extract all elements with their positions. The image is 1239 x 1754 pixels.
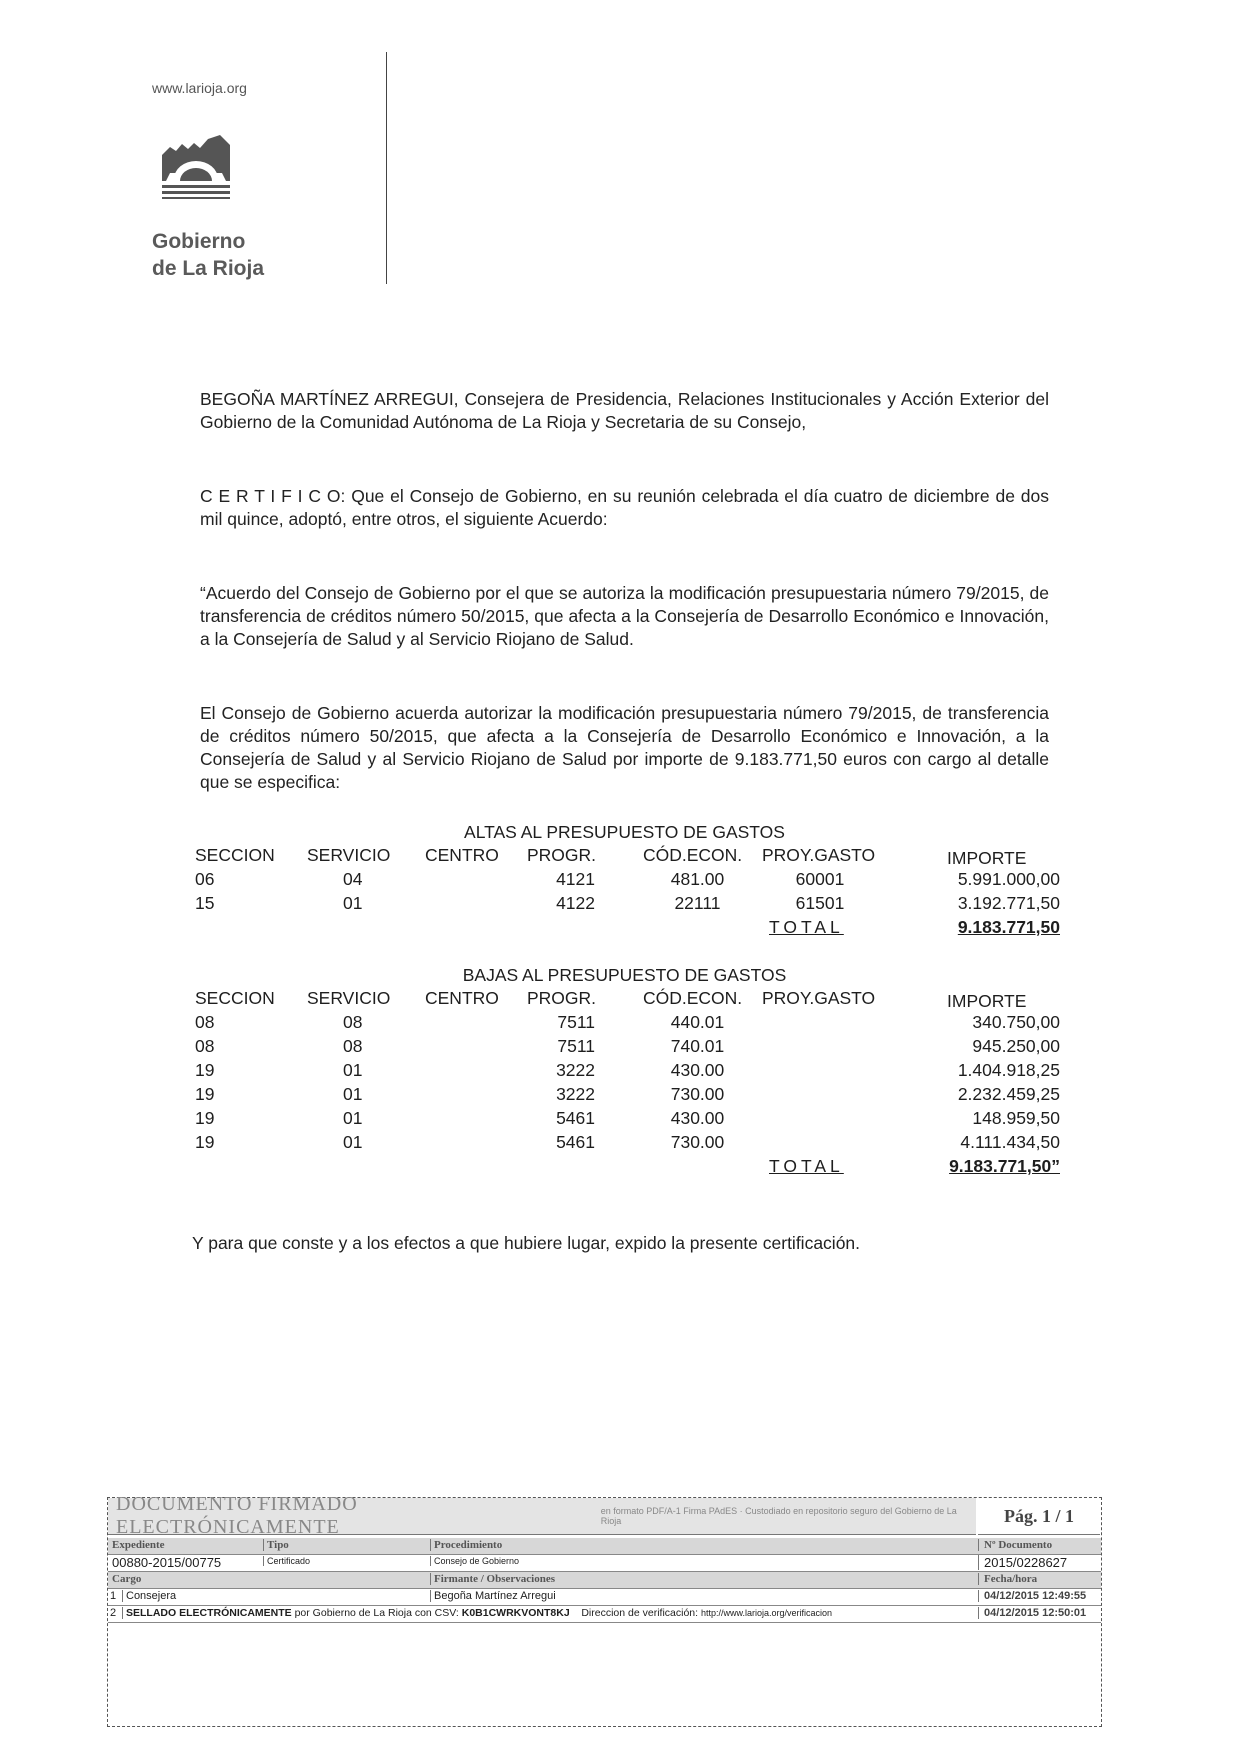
cell-seccion: 08 — [195, 1036, 215, 1056]
org-name-line2: de La Rioja — [152, 257, 265, 280]
total-row — [195, 917, 1075, 941]
cell-cod-econ: 430.00 — [670, 1060, 725, 1080]
total-value: 9.183.771,50” — [949, 1156, 1060, 1176]
cell-cod-econ: 440.01 — [670, 1012, 725, 1032]
intro-paragraph: BEGOÑA MARTÍNEZ ARREGUI, Consejera de Presidencia, Relaciones Institucionales y Acción Exterior del Gobierno de la Comunidad Autónoma de La Rioja y Secretaria de su Consejo, — [200, 389, 1049, 432]
label-firmante: Firmante / Observaciones — [430, 1573, 555, 1585]
label-cargo: Cargo — [112, 1573, 142, 1585]
cell-servicio: 04 — [343, 869, 363, 889]
col-progr: PROGR. — [527, 845, 597, 865]
cell-cod-econ: 730.00 — [670, 1084, 725, 1104]
seal-desc: por Gobierno de La Rioja con CSV: — [294, 1607, 459, 1619]
cell-seccion: 19 — [195, 1108, 215, 1128]
signer-row — [108, 1589, 1101, 1606]
altas-table — [195, 845, 1075, 941]
cell-seccion: 06 — [195, 869, 215, 889]
value-tipo: Certificado — [263, 1556, 310, 1566]
col-importe: IMPORTE — [947, 848, 1027, 868]
signature-title: DOCUMENTO FIRMADO ELECTRÓNICAMENTE — [116, 1493, 358, 1538]
cell-seccion: 19 — [195, 1060, 215, 1080]
sig-values-row — [108, 1555, 1101, 1572]
altas-title: ALTAS AL PRESUPUESTO DE GASTOS — [464, 822, 785, 842]
table-row — [195, 1060, 1075, 1084]
col-cod-econ: CÓD.ECON. — [643, 845, 743, 865]
header-divider — [386, 52, 387, 284]
acuerdo-title-paragraph: “Acuerdo del Consejo de Gobierno por el que se autoriza la modificación presupuestaria número 79/2015, de transferencia de créditos número 50/2015, que afecta a la Consejería de Desarrollo Económico e Innovación, a la Consejería de Salud y al Servicio Riojano de Salud. — [200, 583, 1049, 649]
table-header-row — [195, 988, 1075, 1012]
signature-grid — [108, 1538, 1101, 1623]
website-url: www.larioja.org — [152, 80, 247, 96]
label-procedimiento: Procedimiento — [430, 1539, 502, 1551]
cell-progr: 7511 — [557, 1012, 595, 1032]
table-row — [195, 1084, 1075, 1108]
electronic-signature-box — [107, 1493, 1102, 1727]
cell-progr: 5461 — [556, 1108, 595, 1128]
label-tipo: Tipo — [263, 1539, 289, 1551]
seal-number: 2 — [110, 1607, 117, 1619]
cell-seccion: 19 — [195, 1132, 215, 1152]
cell-progr: 4121 — [556, 869, 595, 889]
cell-cod-econ: 430.00 — [670, 1108, 725, 1128]
cell-progr: 5461 — [556, 1132, 595, 1152]
table-row — [195, 1036, 1075, 1060]
seal-datetime: 04/12/2015 12:50:01 — [978, 1607, 1086, 1619]
signer-number: 1 — [110, 1590, 117, 1602]
cell-servicio: 01 — [343, 893, 363, 913]
cell-cod-econ: 730.00 — [670, 1132, 725, 1152]
col-seccion: SECCION — [195, 988, 275, 1008]
value-n-documento: 2015/0228627 — [978, 1555, 1067, 1570]
cell-servicio: 01 — [343, 1108, 363, 1128]
org-name — [152, 228, 264, 282]
label-fecha-hora: Fecha/hora — [978, 1573, 1037, 1585]
cell-servicio: 08 — [343, 1036, 363, 1056]
seal-text — [122, 1607, 832, 1619]
cell-proy-gasto: 60001 — [795, 869, 845, 889]
verif-label: Direccion de verificación: — [581, 1607, 699, 1619]
bajas-title: BAJAS AL PRESUPUESTO DE GASTOS — [462, 965, 787, 985]
cell-progr: 3222 — [556, 1084, 595, 1104]
cell-cod-econ: 740.01 — [670, 1036, 725, 1056]
verif-url[interactable]: http://www.larioja.org/verificacion — [700, 1608, 833, 1618]
cell-seccion: 19 — [195, 1084, 215, 1104]
col-cod-econ: CÓD.ECON. — [643, 988, 743, 1008]
table-header-row — [195, 845, 1075, 869]
cell-importe: 2.232.459,25 — [957, 1084, 1060, 1104]
sig-header-row — [108, 1572, 1101, 1589]
cell-seccion: 08 — [195, 1012, 215, 1032]
cell-servicio: 08 — [343, 1012, 363, 1032]
signer-name: Begoña Martínez Arregui — [430, 1590, 556, 1602]
cell-importe: 148.959,50 — [972, 1108, 1060, 1128]
cell-seccion: 15 — [195, 893, 215, 913]
total-label: TOTAL — [769, 1156, 844, 1176]
col-proy-gasto: PROY.GASTO — [762, 988, 876, 1008]
table-row — [195, 1132, 1075, 1156]
cell-cod-econ: 481.00 — [670, 869, 725, 889]
org-name-line1: Gobierno — [152, 230, 246, 253]
signer-cargo: Consejera — [122, 1590, 176, 1602]
seal-row — [108, 1606, 1101, 1623]
total-row — [195, 1156, 1075, 1180]
cell-servicio: 01 — [343, 1060, 363, 1080]
seal-bold: SELLADO ELECTRÓNICAMENTE — [126, 1607, 292, 1619]
label-expediente: Expediente — [112, 1539, 165, 1551]
sig-header-row — [108, 1538, 1101, 1555]
cell-servicio: 01 — [343, 1132, 363, 1152]
closing-paragraph: Y para que conste y a los efectos a que hubiere lugar, expido la presente certificación. — [192, 1233, 861, 1253]
label-n-documento: Nº Documento — [978, 1539, 1052, 1551]
col-seccion: SECCION — [195, 845, 275, 865]
signature-subtitle: en formato PDF/A-1 Firma PAdES · Custodiado en repositorio seguro del Gobierno de La Rioja — [600, 1506, 957, 1526]
table-row — [195, 893, 1075, 917]
signature-header — [108, 1493, 976, 1538]
cell-proy-gasto: 61501 — [795, 893, 845, 913]
col-servicio: SERVICIO — [307, 845, 391, 865]
cell-importe: 340.750,00 — [972, 1012, 1060, 1032]
bajas-table — [195, 988, 1075, 1180]
col-centro: CENTRO — [425, 845, 499, 865]
certifico-paragraph: C E R T I F I C O: Que el Consejo de Gobierno, en su reunión celebrada el día cuatro de diciembre de dos mil quince, adoptó, entre otros, el siguiente Acuerdo: — [200, 486, 1049, 529]
cell-importe: 3.192.771,50 — [957, 893, 1060, 913]
table-row — [195, 1108, 1075, 1132]
table-row — [195, 869, 1075, 893]
cell-cod-econ: 22111 — [674, 893, 721, 913]
col-servicio: SERVICIO — [307, 988, 391, 1008]
cell-importe: 5.991.000,00 — [957, 869, 1060, 889]
cell-progr: 3222 — [556, 1060, 595, 1080]
col-centro: CENTRO — [425, 988, 499, 1008]
page-indicator: Pág. 1 / 1 — [978, 1498, 1100, 1535]
government-emblem-icon — [160, 135, 232, 203]
signer-datetime: 04/12/2015 12:49:55 — [978, 1590, 1086, 1602]
value-expediente: 00880-2015/00775 — [112, 1555, 222, 1570]
seal-csv: K0B1CWRKVONT8KJ — [461, 1607, 570, 1619]
table-row — [195, 1012, 1075, 1036]
cell-progr: 7511 — [557, 1036, 595, 1056]
cell-importe: 4.111.434,50 — [960, 1132, 1060, 1152]
cell-servicio: 01 — [343, 1084, 363, 1104]
total-value: 9.183.771,50 — [957, 917, 1060, 937]
value-procedimiento: Consejo de Gobierno — [430, 1556, 519, 1566]
total-label: TOTAL — [769, 917, 844, 937]
acuerdo-body-paragraph: El Consejo de Gobierno acuerda autorizar la modificación presupuestaria número 79/2015, de transferencia de créditos número 50/2015, que afecta a la Consejería de Desarrollo Económico e Innovación, a la Consejería de Salud y al Servicio Riojano de Salud por importe de 9.183.771,50 euros con cargo al detalle que se especifica: — [200, 703, 1049, 792]
col-importe: IMPORTE — [947, 991, 1027, 1011]
col-proy-gasto: PROY.GASTO — [762, 845, 876, 865]
cell-progr: 4122 — [556, 893, 595, 913]
cell-importe: 945.250,00 — [972, 1036, 1060, 1056]
col-progr: PROGR. — [527, 988, 597, 1008]
cell-importe: 1.404.918,25 — [957, 1060, 1060, 1080]
